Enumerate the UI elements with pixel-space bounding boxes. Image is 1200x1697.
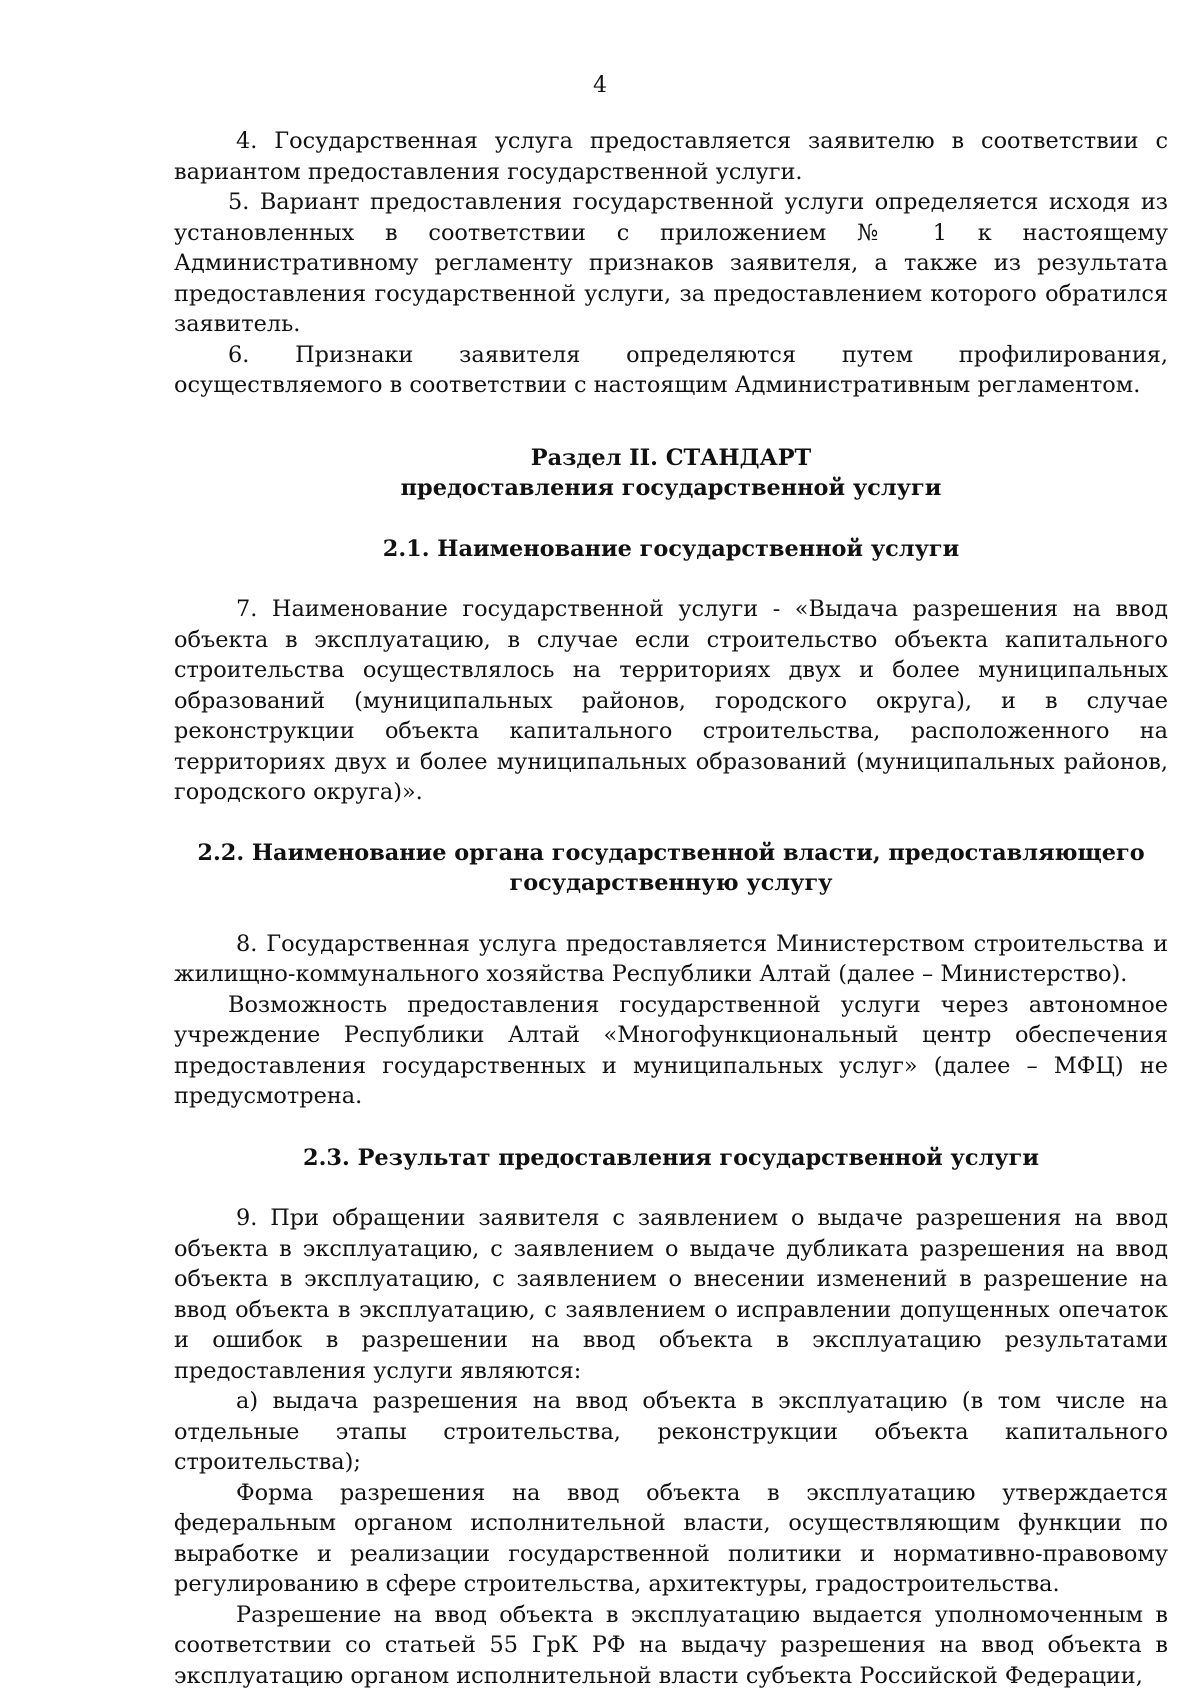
paragraph-7: 7. Наименование государственной услуги - «Выдача разрешения на ввод объекта в эксплуатацию, в случае если строительство объекта капитального строительства осуществлялось на территориях двух и более муниципальных образований (муниципальных районов, городского округа), и в случае реконструкции объекта капитального строительства, расположенного на территориях двух и более муниципальных образований (муниципальных районов, городского округа)». xyxy=(174,596,1168,805)
paragraph-form: Форма разрешения на ввод объекта в эксплуатацию утверждается федеральным органом исполнительной власти, осуществляющим функции по выработке и реализации государственной политики и нормативно-правовому регулированию в сфере строительства, архитектуры, градостроительства. xyxy=(174,1479,1168,1597)
paragraph-5: 5. Вариант предоставления государственной услуги определяется исходя из установленных в соответствии с приложением № 1 к настоящему Административному регламенту признаков заявителя, а также из результата предоставления государственной услуги, за предоставлением которого обратился заявитель. xyxy=(174,189,1168,337)
spacer xyxy=(174,401,1168,443)
section-title-line-2: предоставления государственной услуги xyxy=(400,475,942,501)
spacer xyxy=(174,564,1168,594)
spacer xyxy=(174,504,1168,534)
page-number: 4 xyxy=(593,73,607,98)
section-title-line-1: Раздел II. СТАНДАРТ xyxy=(530,444,812,471)
paragraph-9: 9. При обращении заявителя с заявлением о выдаче разрешения на ввод объекта в эксплуатацию, с заявлением о выдаче дубликата разрешения на ввод объекта в эксплуатацию, с заявлением о внесении изменений в разрешение на ввод объекта в эксплуатацию, с заявлением о исправлении допущенных опечаток и ошибок в разрешении на ввод объекта в эксплуатацию результатами предоставления услуги являются: xyxy=(174,1205,1168,1384)
subsection-2-3-title: 2.3. Результат предоставления государственной услуги xyxy=(303,1144,1039,1171)
subsection-2-2-title-line-1: 2.2. Наименование органа государственной власти, предоставляющего xyxy=(197,839,1145,866)
paragraph-4: 4. Государственная услуга предоставляется заявителю в соответствии с вариантом предоставления государственной услуги. xyxy=(174,128,1168,185)
paragraph-6: 6. Признаки заявителя определяются путем профилирования, осуществляемого в соответствии с настоящим Административным регламентом. xyxy=(174,341,1168,398)
document-body xyxy=(174,126,1168,1691)
paragraph-8: 8. Государственная услуга предоставляется Министерством строительства и жилищно-коммунального хозяйства Республики Алтай (далее – Министерство). xyxy=(174,930,1168,987)
spacer xyxy=(174,1112,1168,1143)
subsection-2-2-title xyxy=(174,838,1168,899)
spacer xyxy=(174,899,1168,929)
paragraph-8-mfc: Возможность предоставления государственной услуги через автономное учреждение Республики Алтай «Многофункциональный центр обеспечения предоставления государственных и муниципальных услуг» (далее – МФЦ) не предусмотрена. xyxy=(174,991,1168,1109)
spacer xyxy=(174,1173,1168,1203)
spacer xyxy=(174,808,1168,838)
section-title xyxy=(174,443,1168,504)
subsection-2-2-title-line-2: государственную услугу xyxy=(509,870,833,896)
subsection-2-1-title: 2.1. Наименование государственной услуги xyxy=(382,535,960,562)
paragraph-9a: а) выдача разрешения на ввод объекта в эксплуатацию (в том числе на отдельные этапы строительства, реконструкции объекта капитального строительства); xyxy=(174,1388,1168,1475)
paragraph-issued: Разрешение на ввод объекта в эксплуатацию выдается уполномоченным в соответствии со статьей 55 ГрК РФ на выдачу разрешения на ввод объекта в эксплуатацию органом исполнительной власти субъекта Российской Федерации, xyxy=(174,1601,1168,1689)
